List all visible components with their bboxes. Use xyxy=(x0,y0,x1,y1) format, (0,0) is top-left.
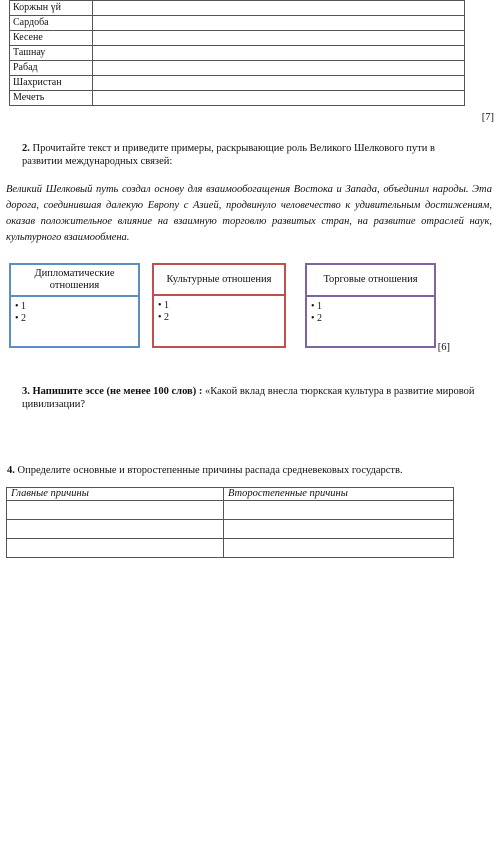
diplomatic-relations-box[interactable] xyxy=(9,263,140,348)
table-row xyxy=(10,16,465,31)
answer-cell[interactable] xyxy=(93,46,465,61)
score-label: [7] xyxy=(481,112,494,123)
quote-text: Великий Шелковый путь создал основу для взаимообогащения Востока и Запада, объединил народы. Эта дорога, соединившая далекую Европу с Азией, продвинуло человечество к удивительным достижениям, оказав положительное влияние на взаимную торговлю развитых стран, на развитие отраслей наук, культурного взаимообмена. xyxy=(6,184,492,243)
score-label: [6] xyxy=(437,342,450,353)
table-header-row xyxy=(7,488,454,501)
question-3 xyxy=(22,385,498,411)
table-row xyxy=(7,520,454,539)
causes-table xyxy=(6,487,454,558)
answer-cell[interactable] xyxy=(93,31,465,46)
cultural-relations-box[interactable] xyxy=(152,263,286,348)
question-number: 3. xyxy=(22,386,30,397)
answer-cell[interactable] xyxy=(93,91,465,106)
list-item: • 1 xyxy=(158,300,284,312)
question-text: «Какой вклад внесла тюркская культура в развитие мировой цивилизации? xyxy=(22,386,475,410)
answer-cell[interactable] xyxy=(93,16,465,31)
answer-cell[interactable] xyxy=(7,501,224,520)
question-text: Прочитайте текст и приведите примеры, раскрывающие роль Великого Шелкового пути в развитии международных связей: xyxy=(22,143,435,167)
list-item: • 2 xyxy=(311,313,434,325)
term-cell: Шахристан xyxy=(10,76,93,91)
answer-cell[interactable] xyxy=(224,501,454,520)
term-cell: Мечеть xyxy=(10,91,93,106)
term-cell: Ташнау xyxy=(10,46,93,61)
question-4 xyxy=(7,464,457,477)
term-cell: Кесене xyxy=(10,31,93,46)
question-text: Определите основные и второстепенные причины распада средневековых государств. xyxy=(17,465,403,476)
table-row xyxy=(7,539,454,558)
table-row xyxy=(10,1,465,16)
trade-relations-box[interactable] xyxy=(305,263,436,348)
question-2 xyxy=(22,142,472,168)
box-title: Дипломатические отношения xyxy=(11,265,138,297)
answer-cell[interactable] xyxy=(93,1,465,16)
term-cell: Коржын үй xyxy=(10,1,93,16)
table-row xyxy=(7,501,454,520)
terms-table xyxy=(9,0,465,106)
table-row xyxy=(10,76,465,91)
table-row xyxy=(10,46,465,61)
box-list xyxy=(307,301,434,325)
answer-cell[interactable] xyxy=(224,520,454,539)
list-item: • 2 xyxy=(15,313,138,325)
answer-cell[interactable] xyxy=(93,76,465,91)
box-list xyxy=(11,301,138,325)
list-item: • 1 xyxy=(15,301,138,313)
box-list xyxy=(154,300,284,324)
header-secondary-causes: Второстепенные причины xyxy=(224,488,454,501)
question-number: 2. xyxy=(22,143,30,154)
table-row xyxy=(10,91,465,106)
table-row xyxy=(10,61,465,76)
box-title: Культурные отношения xyxy=(154,265,284,296)
box-title: Торговые отношения xyxy=(307,265,434,297)
header-main-causes: Главные причины xyxy=(7,488,224,501)
list-item: • 1 xyxy=(311,301,434,313)
question-bold-text: Напишите эссе (не менее 100 слов) : xyxy=(32,386,203,397)
term-cell: Сардоба xyxy=(10,16,93,31)
answer-cell[interactable] xyxy=(93,61,465,76)
answer-cell[interactable] xyxy=(7,520,224,539)
list-item: • 2 xyxy=(158,312,284,324)
question-number: 4. xyxy=(7,465,15,476)
answer-cell[interactable] xyxy=(224,539,454,558)
term-cell: Рабад xyxy=(10,61,93,76)
table-row xyxy=(10,31,465,46)
answer-cell[interactable] xyxy=(7,539,224,558)
